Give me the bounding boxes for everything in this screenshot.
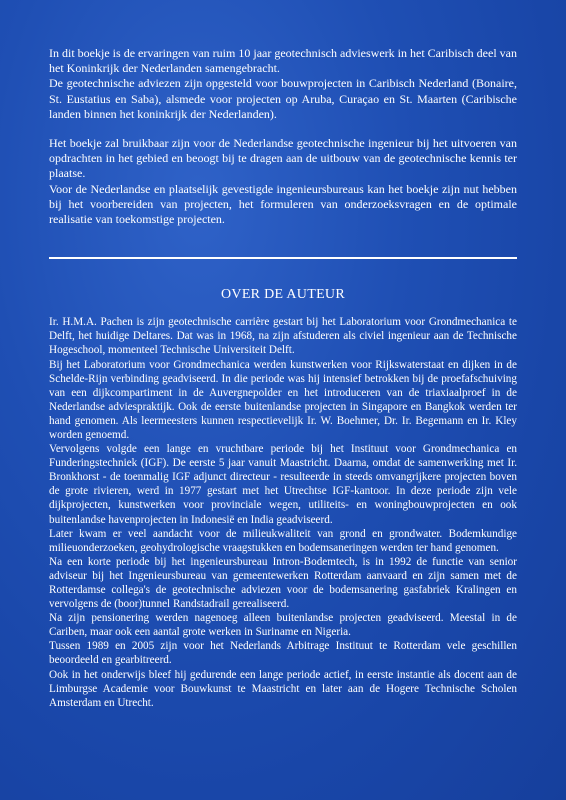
- back-cover-text: [49, 46, 517, 710]
- author-bio: [49, 315, 517, 710]
- bio-paragraph: Na een korte periode bij het ingenieursbureau Intron-Bodemtech, is in 1992 de functie van senior adviseur bij het Ingenieursbureau van gemeentewerken Rotterdam aanvaard en zijn samen met de Rotterdamse collega's de geotechnische adviezen voor de bodemsanering gasfabriek Kralingen en vervolgens de (boor)tunnel Randstadrail gerealiseerd.: [49, 555, 517, 611]
- bio-paragraph: Tussen 1989 en 2005 zijn voor het Nederlands Arbitrage Instituut te Rotterdam vele geschillen beoordeeld en gearbitreerd.: [49, 640, 517, 667]
- intro-paragraph: Het boekje zal bruikbaar zijn voor de Nederlandse geotechnische ingenieur bij het uitvoeren van opdrachten in het gebied en beoogt bij te dragen aan de uitbouw van de geotechnische kennis ter plaatse.: [49, 136, 517, 181]
- intro-section: [49, 46, 517, 227]
- bio-paragraph: Vervolgens volgde een lange en vruchtbare periode bij het Instituut voor Grondmechanica en Funderingstechniek (IGF). De eerste 5 jaar vanuit Maastricht. Daarna, omdat de samenwerking met Ir. Bronkhorst - de toenmalig IGF adjunct directeur - resulteerde in steeds omvangrijkere projecten boven de grote rivieren, werd in 1977 gestart met het Utrechtse IGF-kantoor. In deze periode zijn vele dijkprojecten, kunstwerken voor provinciale wegen, utiliteits- en woningbouwprojecten en ook buitenlandse havenprojecten in Indonesië en India geadviseerd.: [49, 443, 517, 526]
- bio-paragraph: Bij het Laboratorium voor Grondmechanica werden kunstwerken voor Rijkswaterstaat en dijken in de Schelde-Rijn verbinding geadviseerd. In die periode was hij intensief betrokken bij de proefafschuiving van een dijkcompartiment in de Auvergnepolder en het introduceren van de triaxiaalproef in de Nederlandse adviespraktijk. Ook de eerste buitenlandse projecten in Singapore en Bangkok werden ter hand genomen. Als leermeesters kunnen respectievelijk Ir. W. Boehmer, Dr. Ir. Begemann en Ir. Kley worden genoemd.: [49, 358, 517, 441]
- section-divider: [49, 257, 517, 259]
- bio-paragraph: Na zijn pensionering werden nagenoeg alleen buitenlandse projecten geadviseerd. Meestal in de Cariben, maar ook een aantal grote werken in Suriname en Nigeria.: [49, 612, 517, 639]
- author-heading: OVER DE AUTEUR: [221, 287, 345, 303]
- intro-paragraph: Voor de Nederlandse en plaatselijk gevestigde ingenieursbureaus kan het boekje zijn nut hebben bij het voorbereiden van projecten, het formuleren van onderzoeksvragen en de optimale realisatie van toekomstige projecten.: [49, 181, 517, 227]
- bio-paragraph: Ook in het onderwijs bleef hij gedurende een lange periode actief, in eerste instantie als docent aan de Limburgse Academie voor Bouwkunst te Maastricht en later aan de Hogere Technische Scholen Amsterdam en Utrecht.: [49, 668, 517, 709]
- intro-paragraph: De geotechnische adviezen zijn opgesteld voor bouwprojecten in Caribisch Nederland (Bonaire, St. Eustatius en Saba), alsmede voor projecten op Aruba, Curaçao en St. Maarten (Caribische landen binnen het koninkrijk der Nederlanden).: [49, 76, 517, 121]
- intro-paragraph: In dit boekje is de ervaringen van ruim 10 jaar geotechnisch advieswerk in het Caribisch deel van het Koninkrijk der Nederlanden samengebracht.: [49, 46, 517, 76]
- bio-paragraph: Later kwam er veel aandacht voor de milieukwaliteit van grond en grondwater. Bodemkundige milieuonderzoeken, geohydrologische vraagstukken en bodemsaneringen werden ter hand genomen.: [49, 527, 517, 554]
- bio-paragraph: Ir. H.M.A. Pachen is zijn geotechnische carrière gestart bij het Laboratorium voor Grondmechanica te Delft, het huidige Deltares. Dat was in 1968, na zijn afstuderen als civiel ingenieur aan de Technische Hogeschool, momenteel Technische Universiteit Delft.: [49, 316, 517, 357]
